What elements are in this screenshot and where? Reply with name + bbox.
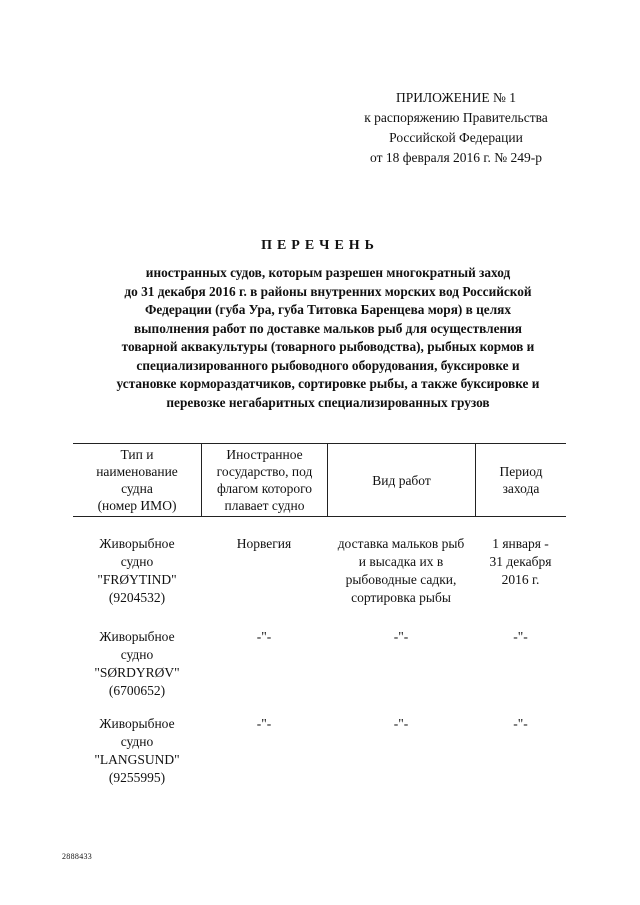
work-line: рыбоводные садки, [345, 572, 457, 587]
header-line: Тип и [120, 447, 154, 462]
cell-flag-state [201, 628, 327, 700]
work-line: доставка мальков рыб [337, 536, 465, 551]
subtitle-line: товарной аквакультуры (товарного рыбоводства), рыбных кормов и [121, 339, 535, 354]
header-line: захода [502, 481, 540, 496]
document-title: ПЕРЕЧЕНЬ [261, 238, 379, 253]
table-header [73, 443, 566, 517]
annex-header [340, 88, 572, 168]
cell-vessel [73, 535, 201, 607]
vessel-type: судно [120, 647, 154, 662]
vessel-type: Живорыбное [99, 629, 175, 644]
header-vessel [73, 444, 201, 516]
document-subtitle [88, 264, 568, 412]
period-line: 2016 г. [501, 572, 540, 587]
work-line: сортировка рыбы [351, 590, 451, 605]
ditto-mark: -"- [256, 716, 272, 731]
table-row [73, 535, 566, 607]
header-line: флагом которого [216, 481, 313, 496]
subtitle-line: Федерации (губа Ура, губа Титовка Баренцева моря) в целях [144, 302, 512, 317]
subtitle-line: выполнения работ по доставке мальков рыб для осуществления [133, 320, 522, 336]
cell-period [475, 535, 566, 607]
subtitle-line: до 31 декабря 2016 г. в районы внутренних морских вод Российской [124, 283, 532, 299]
subtitle-line: специализированного рыбоводного оборудования, буксировке и [136, 357, 520, 373]
cell-work-type [327, 628, 475, 700]
vessel-type: Живорыбное [99, 536, 175, 551]
vessel-type: Живорыбное [99, 716, 175, 731]
ditto-mark: -"- [513, 629, 528, 644]
subtitle-line: установке кормораздатчиков, сортировке рыбы, а также буксировке и [116, 376, 540, 391]
subtitle-line: иностранных судов, которым разрешен многократный заход [145, 265, 511, 280]
cell-flag-state [201, 535, 327, 607]
header-line: (номер ИМО) [97, 498, 177, 513]
ditto-mark: -"- [256, 629, 272, 644]
vessel-imo: (9204532) [108, 590, 166, 605]
header-line: Период [499, 464, 543, 479]
cell-work-type [327, 535, 475, 607]
document-code: 2888433 [62, 852, 93, 861]
header-line: Иностранное [226, 447, 303, 462]
cell-period [475, 715, 566, 787]
cell-period [475, 628, 566, 700]
vessel-name: "SØRDYRØV" [94, 665, 180, 680]
cell-vessel [73, 715, 201, 787]
ditto-mark: -"- [513, 716, 528, 731]
annex-authority: Российской Федерации [389, 130, 523, 145]
header-line: Вид работ [372, 472, 431, 488]
header-period [475, 444, 566, 516]
header-work-type [327, 444, 475, 516]
annex-title: ПРИЛОЖЕНИЕ № 1 [395, 90, 517, 105]
cell-work-type [327, 715, 475, 787]
vessel-name: "LANGSUND" [94, 752, 180, 767]
vessel-imo: (6700652) [108, 683, 166, 698]
header-line: государство, под [216, 464, 313, 479]
vessel-type: судно [120, 554, 154, 569]
annex-date-number: от 18 февраля 2016 г. № 249-р [370, 150, 542, 165]
table-row [73, 628, 566, 700]
period-line: 31 декабря [489, 554, 552, 569]
subtitle-line: перевозке негабаритных специализированных грузов [166, 394, 490, 410]
ditto-mark: -"- [393, 716, 409, 731]
header-flag-state [201, 444, 327, 516]
cell-flag-state [201, 715, 327, 787]
vessels-table [73, 443, 566, 787]
period-line: 1 января - [492, 536, 549, 551]
vessel-name: "FRØYTIND" [97, 572, 177, 587]
annex-reference: к распоряжению Правительства [364, 110, 548, 125]
flag-state: Норвегия [236, 536, 292, 551]
header-line: плавает судно [224, 498, 305, 513]
ditto-mark: -"- [393, 629, 409, 644]
header-line: наименование [96, 464, 178, 479]
header-line: судна [121, 481, 153, 496]
work-line: и высадка их в [358, 554, 444, 569]
vessel-imo: (9255995) [108, 770, 166, 785]
cell-vessel [73, 628, 201, 700]
table-row [73, 715, 566, 787]
vessel-type: судно [120, 734, 154, 749]
